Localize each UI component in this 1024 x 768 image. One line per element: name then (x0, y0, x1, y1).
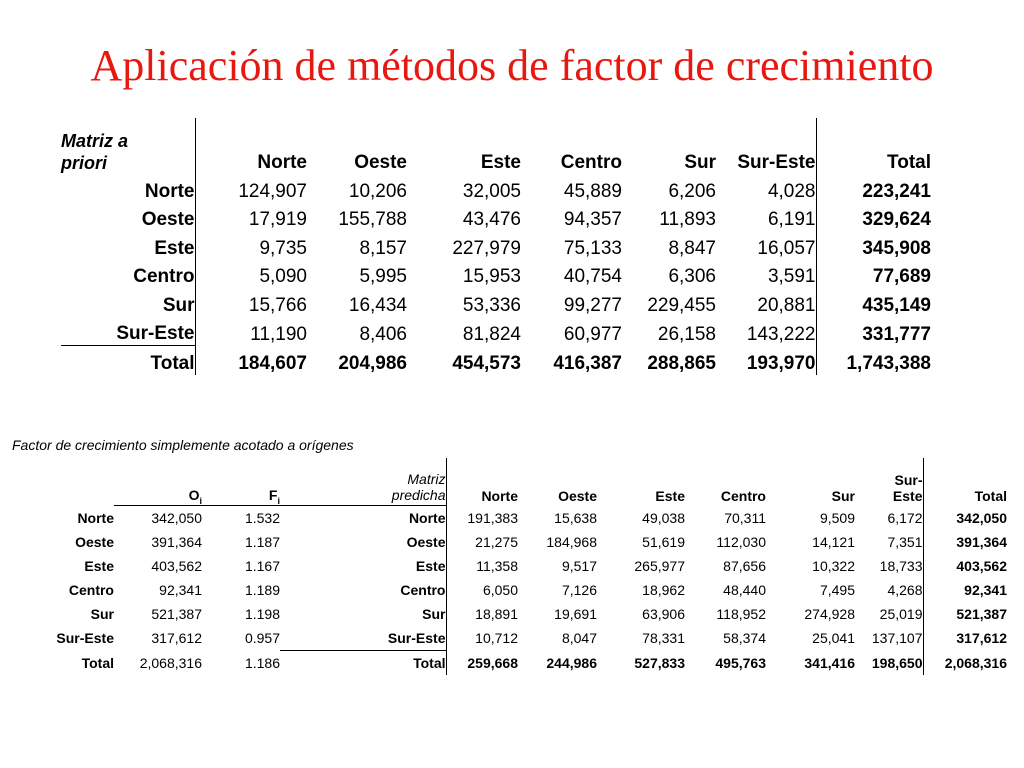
table-cell: 118,952 (716, 606, 766, 622)
table-cell: 137,107 (871, 630, 923, 647)
table-cell: 70,311 (724, 509, 766, 526)
table-cell: 78,331 (642, 630, 685, 647)
row-total: 77,689 (816, 260, 931, 289)
header-row (61, 118, 931, 174)
table-cell: 6,206 (668, 180, 716, 202)
oi-value: 521,387 (151, 606, 202, 622)
column-header: Norte (481, 487, 518, 504)
table-cell: 7,126 (561, 582, 597, 598)
table-cell: 288,865 (647, 352, 716, 374)
fi-value: 1.189 (244, 582, 280, 598)
origin-label: Centro (68, 582, 114, 598)
row-label: Oeste (61, 203, 195, 232)
column-header: Sur (684, 152, 716, 173)
table-cell: 81,824 (462, 323, 521, 345)
table-cell: 18,962 (642, 582, 685, 598)
table-cell: 45,889 (563, 180, 622, 202)
table-cell: 17,919 (248, 209, 307, 230)
fi-value: 0.957 (244, 630, 280, 647)
oi-value: 2,068,316 (139, 654, 202, 671)
oi-header: $O_i$ (114, 458, 202, 506)
oi-value: 317,612 (151, 630, 202, 647)
row-total: 329,624 (816, 203, 931, 232)
predicted-matrix-label: Matriz predicha (280, 458, 446, 506)
oi-value: 92,341 (159, 582, 202, 598)
table-cell: 25,019 (879, 606, 923, 622)
row-total: 435,149 (816, 288, 931, 317)
table-cell: 5,995 (359, 266, 407, 287)
column-header: Norte (257, 152, 307, 173)
table-cell: 94,357 (563, 209, 622, 230)
table-row (61, 203, 931, 232)
table-cell: 527,833 (634, 654, 685, 671)
table-cell: 51,619 (642, 534, 685, 550)
origin-label: Sur (90, 606, 114, 622)
table-cell: 3,591 (767, 266, 816, 287)
table-cell: 87,656 (723, 558, 766, 574)
row-total: 1,743,388 (816, 346, 931, 375)
table-cell: 14,121 (812, 534, 855, 550)
table-cell: 15,766 (248, 294, 307, 316)
page-title: Aplicación de métodos de factor de crecimiento (90, 41, 934, 90)
table-cell: 32,005 (462, 180, 521, 202)
table-cell: 8,157 (359, 237, 407, 259)
table-cell: 75,133 (563, 237, 622, 259)
table-cell: 7,351 (887, 534, 923, 550)
table-cell: 9,509 (819, 509, 855, 526)
table-row (61, 288, 931, 317)
table-cell: 10,206 (348, 180, 407, 202)
row-total: 521,387 (923, 602, 1007, 626)
table-cell: 112,030 (716, 534, 766, 550)
table-cell: 21,275 (475, 534, 518, 550)
table-cell: 16,057 (757, 237, 816, 259)
row-label: Norte (61, 174, 195, 203)
table-cell: 143,222 (746, 323, 816, 345)
fi-header: $F_i$ (202, 458, 280, 506)
table-cell: 25,041 (812, 630, 855, 647)
column-header: Este (655, 487, 685, 504)
table-cell: 124,907 (238, 180, 307, 202)
table-cell: 259,668 (467, 654, 518, 671)
table-cell: 16,434 (348, 294, 407, 316)
total-row (32, 651, 1007, 676)
table-cell: 8,047 (561, 630, 597, 647)
table-cell: 416,387 (553, 352, 622, 374)
fi-value: 1.532 (244, 510, 280, 526)
fi-value: 1.198 (244, 606, 280, 622)
table-cell: 155,788 (338, 209, 407, 230)
table-cell: 58,374 (723, 630, 766, 647)
table-cell: 9,735 (259, 237, 307, 259)
total-row (61, 346, 931, 375)
table-cell: 10,712 (475, 630, 518, 647)
table-row (61, 231, 931, 260)
column-header: Oeste (354, 152, 407, 173)
table-row (32, 626, 1007, 651)
oi-value: 403,562 (151, 558, 202, 574)
table-cell: 7,495 (819, 582, 855, 598)
table-cell: 191,383 (467, 509, 518, 526)
table-cell: 229,455 (647, 294, 716, 316)
origin-label: Oeste (75, 534, 114, 550)
origin-label: Sur-Este (56, 630, 114, 647)
table-cell: 6,050 (482, 582, 518, 598)
table-cell: 99,277 (563, 294, 622, 316)
table-cell: 49,038 (642, 509, 685, 526)
oi-value: 391,364 (151, 534, 202, 550)
row-total: 2,068,316 (923, 651, 1007, 676)
column-header: Sur-Este (737, 152, 816, 173)
predicted-row-label: Norte (280, 506, 446, 531)
column-header: Oeste (558, 487, 597, 504)
table-cell: 6,172 (887, 509, 923, 526)
table-cell: 60,977 (563, 323, 622, 345)
row-total: 317,612 (923, 626, 1007, 651)
row-total: 92,341 (923, 578, 1007, 602)
table-cell: 63,906 (642, 606, 685, 622)
row-label: Este (61, 231, 195, 260)
column-header: Sur (831, 487, 855, 504)
table-cell: 454,573 (452, 352, 521, 374)
table-cell: 26,158 (657, 323, 716, 345)
origin-label: Total (81, 654, 114, 671)
table-cell: 341,416 (804, 654, 855, 671)
table-cell: 227,979 (452, 237, 521, 259)
growth-factor-table (32, 458, 1007, 675)
row-total: 331,777 (816, 317, 931, 346)
table-cell: 184,607 (238, 352, 307, 374)
table-cell: 8,847 (668, 237, 716, 259)
table-cell: 11,190 (250, 323, 307, 345)
growth-factor-caption: Factor de crecimiento simplemente acotado a orígenes (12, 437, 354, 453)
table-cell: 184,968 (546, 534, 597, 550)
fi-value: 1.186 (244, 654, 280, 671)
fi-value: 1.167 (244, 558, 280, 574)
table-cell: 48,440 (723, 582, 766, 598)
table-cell: 10,322 (812, 558, 855, 574)
predicted-row-label: Sur (280, 602, 446, 626)
column-header: Sur- Este (892, 471, 923, 504)
predicted-row-label: Sur-Este (280, 626, 446, 651)
table-cell: 274,928 (804, 606, 855, 622)
table-cell: 11,893 (659, 209, 716, 230)
row-total: 223,241 (816, 174, 931, 203)
row-label: Total (61, 346, 195, 375)
a-priori-matrix-table (61, 118, 931, 375)
table-cell: 43,476 (462, 209, 521, 230)
table-cell: 40,754 (563, 266, 622, 287)
fi-value: 1.187 (244, 534, 280, 550)
table-cell: 18,733 (879, 558, 923, 574)
table-cell: 6,306 (668, 266, 716, 287)
table-cell: 495,763 (715, 654, 766, 671)
table-cell: 15,953 (462, 266, 521, 287)
column-header: Centro (560, 152, 622, 173)
table-cell: 18,891 (475, 606, 518, 622)
column-header: Centro (720, 487, 766, 504)
table-cell: 6,191 (767, 209, 816, 230)
table-cell: 265,977 (634, 558, 685, 574)
corner-label: Matriz a priori (61, 118, 195, 174)
table-row (32, 554, 1007, 578)
table-cell: 19,691 (554, 606, 597, 622)
table-cell: 193,970 (746, 352, 816, 374)
table-cell: 8,406 (359, 323, 407, 345)
empty-header-cell (32, 458, 114, 506)
column-header: Este (480, 152, 521, 173)
predicted-row-label: Oeste (280, 530, 446, 554)
column-header: Total (923, 458, 1007, 506)
row-label: Sur (61, 288, 195, 317)
predicted-row-label: Total (280, 651, 446, 676)
table-row (32, 578, 1007, 602)
table-row (32, 602, 1007, 626)
row-total: 391,364 (923, 530, 1007, 554)
predicted-row-label: Este (280, 554, 446, 578)
row-total: 342,050 (923, 506, 1007, 531)
oi-value: 342,050 (151, 510, 202, 526)
table-cell: 4,028 (767, 180, 816, 202)
table-cell: 11,358 (476, 558, 518, 574)
header-row (32, 458, 1007, 506)
table-cell: 20,881 (757, 294, 816, 316)
table-cell: 198,650 (871, 654, 923, 671)
table-cell: 4,268 (887, 582, 923, 598)
origin-label: Este (84, 558, 114, 574)
row-total: 403,562 (923, 554, 1007, 578)
table-cell: 204,986 (338, 352, 407, 374)
table-cell: 53,336 (462, 294, 521, 316)
table-cell: 244,986 (546, 654, 597, 671)
table-row (32, 530, 1007, 554)
row-total: 345,908 (816, 231, 931, 260)
table-cell: 9,517 (561, 558, 597, 574)
table-row (61, 260, 931, 289)
table-cell: 5,090 (259, 266, 307, 287)
row-label: Sur-Este (61, 317, 195, 346)
table-cell: 15,638 (554, 509, 597, 526)
column-header: Total (816, 118, 931, 174)
predicted-row-label: Centro (280, 578, 446, 602)
row-label: Centro (61, 260, 195, 289)
table-row (61, 174, 931, 203)
table-row (32, 506, 1007, 531)
origin-label: Norte (77, 509, 114, 526)
table-row (61, 317, 931, 346)
